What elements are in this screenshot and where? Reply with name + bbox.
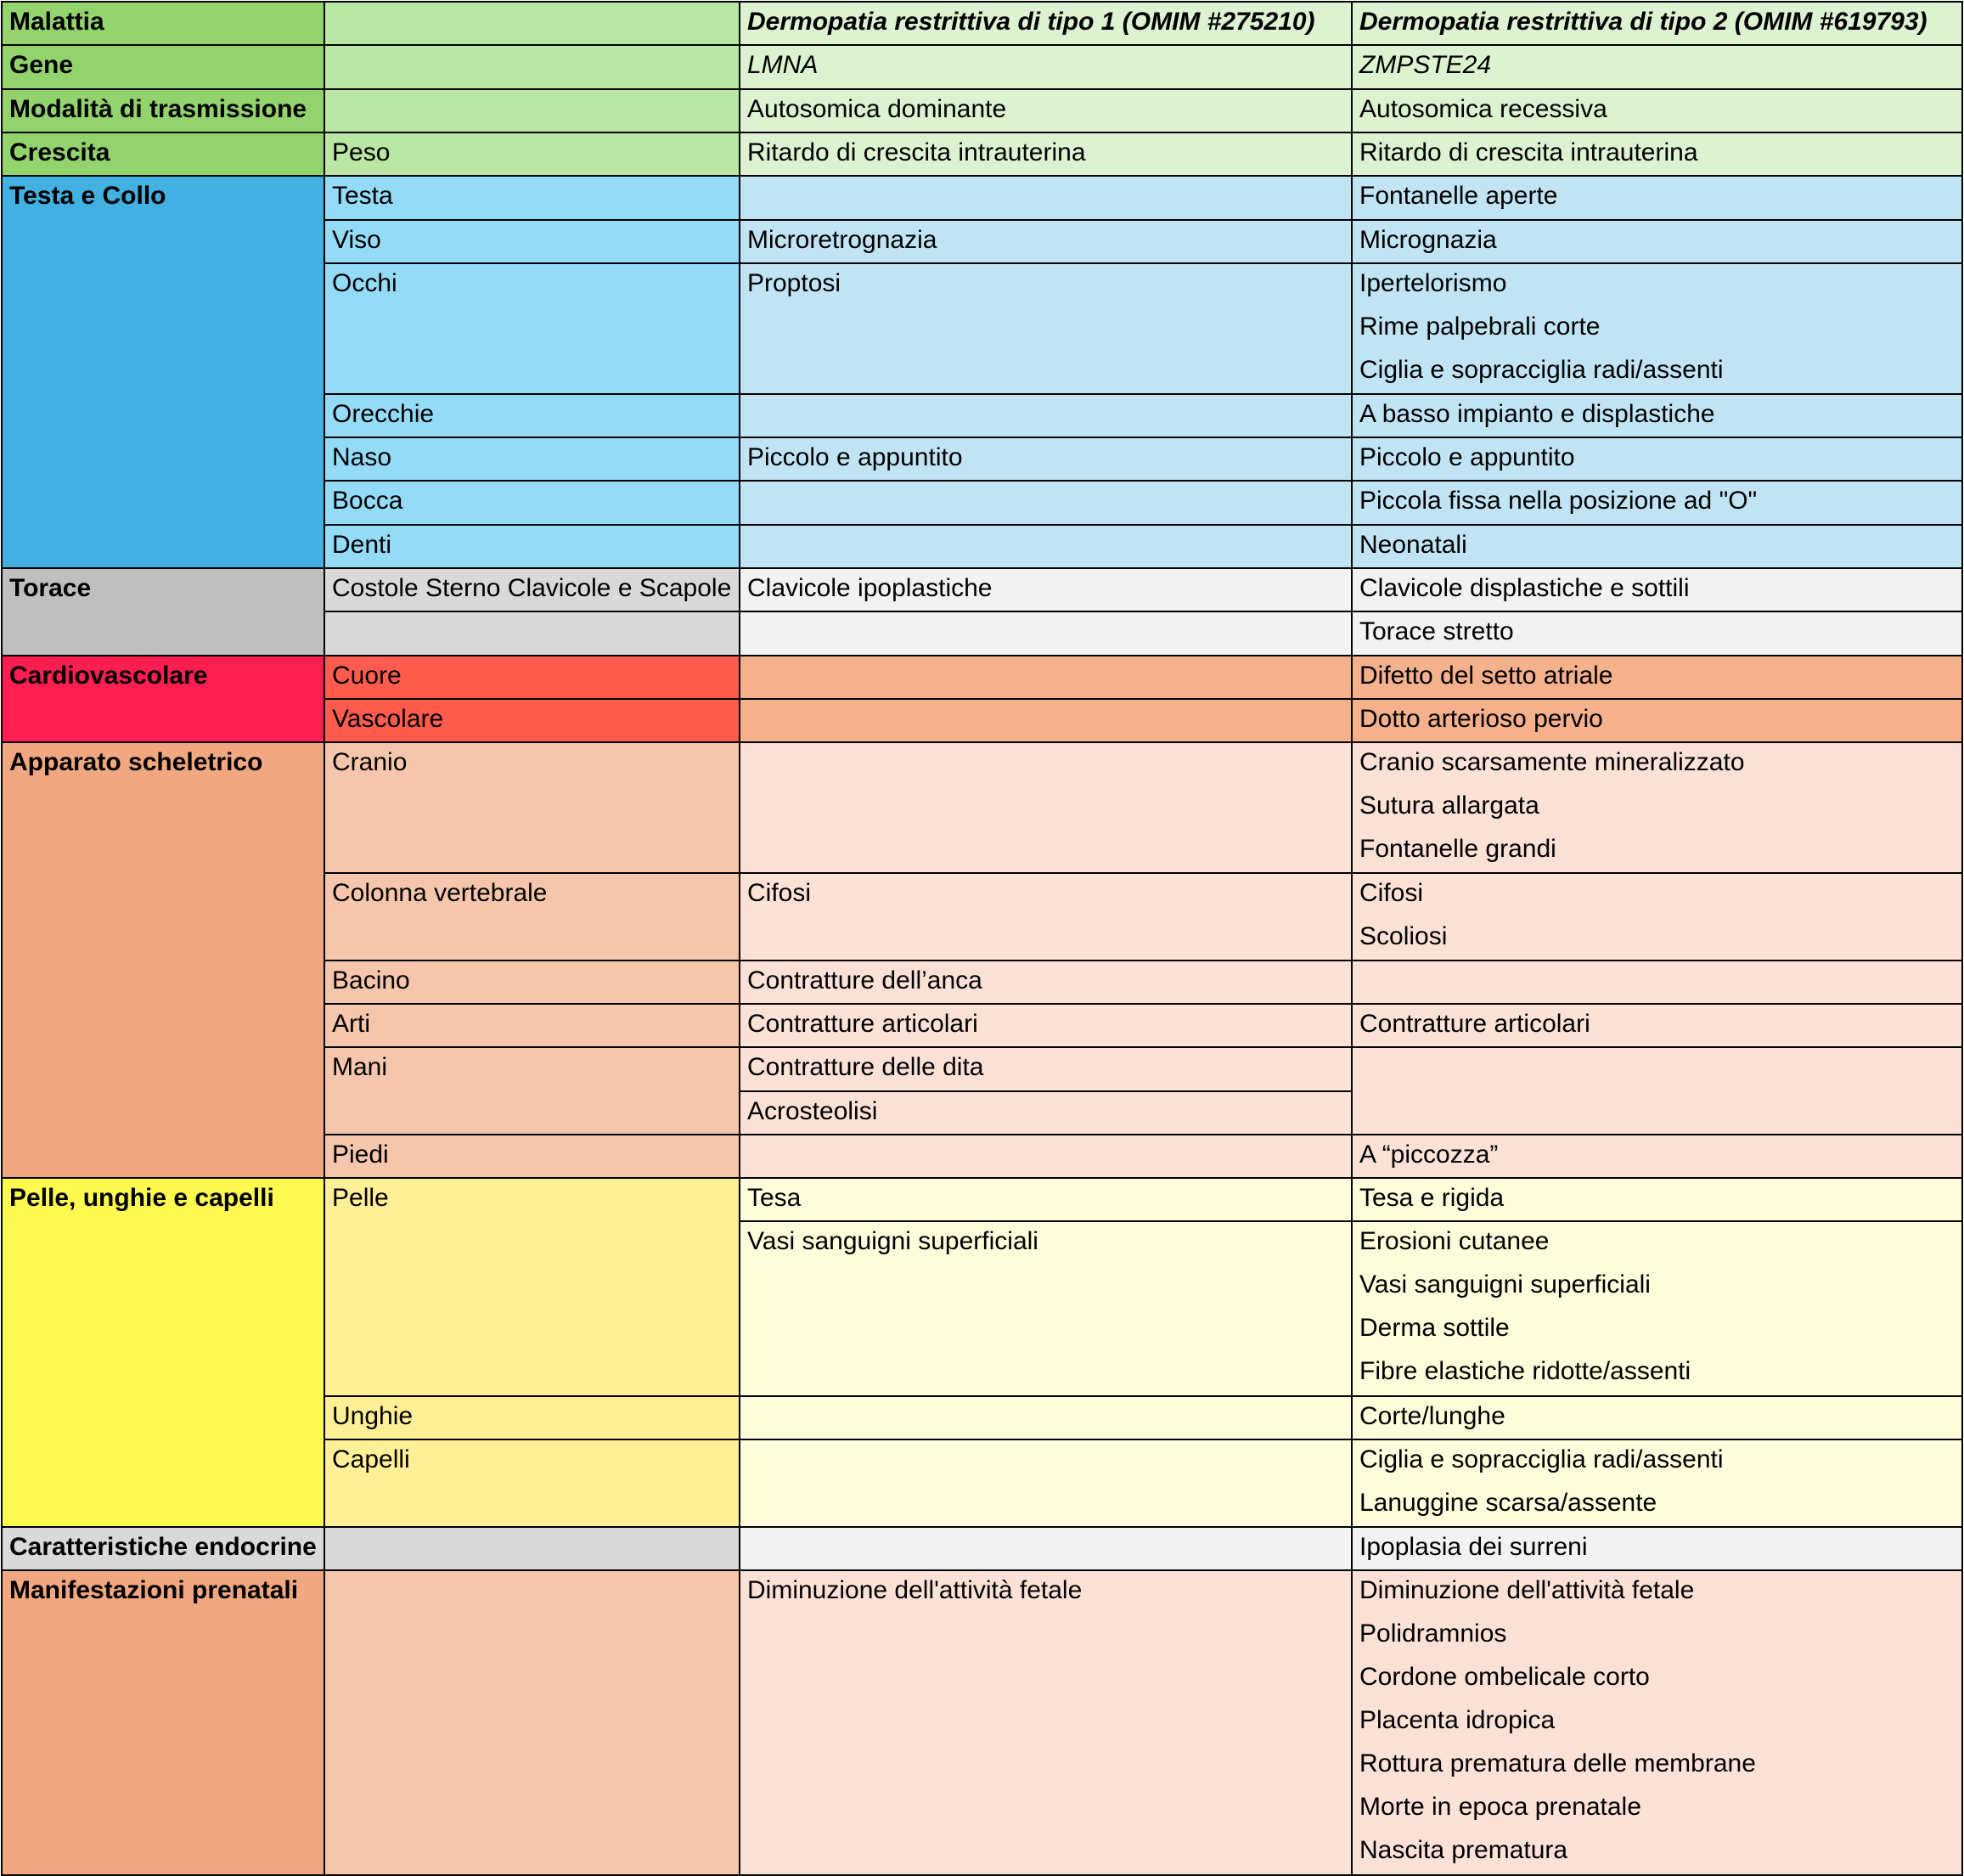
cell-piedi-drd2 <box>1351 1134 1963 1179</box>
cell-text: Mani <box>332 1053 388 1081</box>
cell-text: Bocca <box>332 487 403 515</box>
cell-vascolare-sub <box>324 698 740 743</box>
cell-text: Corte/lunghe <box>1359 1402 1505 1430</box>
cell-text: Neonatali <box>1359 531 1467 559</box>
cell-text: Clavicole displastiche e sottili <box>1359 574 1690 602</box>
cell-prenatali-sub <box>324 1569 740 1876</box>
cell-orecchie-sub <box>324 393 740 438</box>
cell-text: Naso <box>332 443 392 471</box>
cell-malattia-drd1 <box>739 1 1353 46</box>
cell-cranio-drd2 <box>1351 741 1963 874</box>
cell-text: Vasi sanguigni superficiali <box>747 1227 1038 1255</box>
cell-malattia-label <box>1 1 325 46</box>
cell-text: Viso <box>332 226 381 254</box>
cell-text: Morte in epoca prenatale <box>1359 1793 1641 1821</box>
cell-trasmissione-label <box>1 88 325 133</box>
cell-cuore-sub <box>324 655 740 700</box>
cell-text: Proptosi <box>747 269 841 297</box>
cell-costole-sub <box>324 567 740 612</box>
cell-text: Peso <box>332 138 391 166</box>
cell-denti-sub <box>324 524 740 569</box>
cell-mani-drd1-b <box>739 1090 1353 1135</box>
cell-bocca-drd1 <box>739 480 1353 526</box>
cell-prenatali-drd1 <box>739 1569 1353 1876</box>
cell-text: Unghie <box>332 1402 414 1430</box>
cell-colonna-drd1 <box>739 872 1353 961</box>
cell-torace-label <box>1 567 325 656</box>
cell-cuore-drd2 <box>1351 655 1963 700</box>
cell-text: Pelle, unghie e capelli <box>9 1184 274 1212</box>
cell-text: Piccolo e appuntito <box>1359 443 1575 471</box>
cell-crescita-peso <box>324 132 740 177</box>
cell-colonna-drd2 <box>1351 872 1963 961</box>
cell-gene-label <box>1 44 325 90</box>
cell-text: Erosioni cutanee <box>1359 1227 1550 1255</box>
cell-text: Ritardo di crescita intrauterina <box>1359 138 1698 166</box>
cell-testa-drd2 <box>1351 175 1963 221</box>
cell-scheletrico-label <box>1 741 325 1179</box>
cell-text: Vascolare <box>332 705 444 733</box>
cell-vascolare-drd2 <box>1351 698 1963 743</box>
cell-text: Contratture delle dita <box>747 1053 984 1081</box>
cell-unghie-drd2 <box>1351 1395 1963 1440</box>
cell-trasmissione-sub <box>324 88 740 133</box>
cell-torace-drd1-2 <box>739 611 1353 656</box>
cell-cranio-drd1 <box>739 741 1353 874</box>
cell-text: Tesa e rigida <box>1359 1184 1505 1212</box>
cell-costole-drd1 <box>739 567 1353 612</box>
cell-torace-sub-2 <box>324 611 740 656</box>
cell-endocrine-drd1 <box>739 1526 1353 1571</box>
cell-text: Piedi <box>332 1141 389 1169</box>
cell-text: Rime palpebrali corte <box>1359 313 1601 341</box>
cell-unghie-sub <box>324 1395 740 1440</box>
cell-arti-drd2 <box>1351 1003 1963 1048</box>
cell-text: Ciglia e sopracciglia radi/assenti <box>1359 356 1724 384</box>
cell-text: Ipoplasia dei surreni <box>1359 1533 1588 1561</box>
cell-text: Contratture dell’anca <box>747 966 982 994</box>
cell-mani-drd1-a <box>739 1046 1353 1092</box>
cell-prenatali-drd2 <box>1351 1569 1963 1876</box>
cell-text: Denti <box>332 531 392 559</box>
cell-text: ZMPSTE24 <box>1359 51 1492 79</box>
cell-prenatali-label <box>1 1569 325 1876</box>
cell-text: Difetto del setto atriale <box>1359 662 1613 690</box>
cell-endocrine-drd2 <box>1351 1526 1963 1571</box>
cell-orecchie-drd2 <box>1351 393 1963 438</box>
cell-piedi-drd1 <box>739 1134 1353 1179</box>
cell-text: Manifestazioni prenatali <box>9 1576 299 1604</box>
cell-crescita-label <box>1 132 325 177</box>
cell-bocca-drd2 <box>1351 480 1963 526</box>
cell-orecchie-drd1 <box>739 393 1353 438</box>
cell-text: Apparato scheletrico <box>9 748 263 776</box>
cell-mani-drd2 <box>1351 1046 1963 1135</box>
cell-text: Cranio scarsamente mineralizzato <box>1359 748 1745 776</box>
cell-testa-drd1 <box>739 175 1353 221</box>
cell-vascolare-drd1 <box>739 698 1353 743</box>
cell-text: Sutura allargata <box>1359 792 1539 820</box>
cell-text: Fontanelle grandi <box>1359 835 1556 863</box>
cell-viso-drd2 <box>1351 219 1963 264</box>
cell-text: Crescita <box>9 138 110 166</box>
cell-costole-drd2 <box>1351 567 1963 612</box>
cell-text: Testa <box>332 182 393 210</box>
cell-occhi-drd1 <box>739 262 1353 395</box>
cell-text: Dermopatia restrittiva di tipo 1 (OMIM #275210) <box>747 8 1315 36</box>
cell-text: Cordone ombelicale corto <box>1359 1663 1650 1691</box>
cell-mani-sub <box>324 1046 740 1135</box>
cell-text: Testa e Collo <box>9 182 166 210</box>
cell-cuore-drd1 <box>739 655 1353 700</box>
cell-crescita-drd2 <box>1351 132 1963 177</box>
cell-text: LMNA <box>747 51 819 79</box>
cell-gene-drd2 <box>1351 44 1963 90</box>
cell-text: Modalità di trasmissione <box>9 95 307 123</box>
cell-gene-sub <box>324 44 740 90</box>
cell-text: Torace <box>9 574 92 602</box>
cell-text: Dotto arterioso pervio <box>1359 705 1603 733</box>
cell-naso-sub <box>324 437 740 482</box>
cell-malattia-drd2 <box>1351 1 1963 46</box>
cell-capelli-drd2 <box>1351 1439 1963 1528</box>
cell-text: Contratture articolari <box>1359 1010 1590 1038</box>
cell-text: Lanuggine scarsa/assente <box>1359 1489 1657 1517</box>
cell-text: Occhi <box>332 269 397 297</box>
cell-capelli-drd1 <box>739 1439 1353 1528</box>
cell-text: Orecchie <box>332 400 435 428</box>
cell-text: Gene <box>9 51 74 79</box>
cell-text: Caratteristiche endocrine <box>9 1533 317 1561</box>
cell-viso-sub <box>324 219 740 264</box>
cell-trasmissione-drd1 <box>739 88 1353 133</box>
cell-text: Tesa <box>747 1184 802 1212</box>
cell-text: Arti <box>332 1010 370 1038</box>
cell-text: Pelle <box>332 1184 389 1212</box>
cell-arti-sub <box>324 1003 740 1048</box>
cell-text: Micrognazia <box>1359 226 1497 254</box>
cell-text: Derma sottile <box>1359 1314 1510 1342</box>
cell-viso-drd1 <box>739 219 1353 264</box>
cell-pelle-drd2-b <box>1351 1220 1963 1397</box>
cell-text: Placenta idropica <box>1359 1706 1556 1734</box>
cell-text: A basso impianto e displastiche <box>1359 400 1715 428</box>
cell-text: Fontanelle aperte <box>1359 182 1558 210</box>
cell-gene-drd1 <box>739 44 1353 90</box>
cell-text: Autosomica recessiva <box>1359 95 1607 123</box>
cell-text: Cardiovascolare <box>9 662 208 690</box>
cell-piedi-sub <box>324 1134 740 1179</box>
cell-unghie-drd1 <box>739 1395 1353 1440</box>
cell-text: Scoliosi <box>1359 922 1448 950</box>
cell-colonna-sub <box>324 872 740 961</box>
cell-text: Colonna vertebrale <box>332 879 548 907</box>
cell-text: Bacino <box>332 966 410 994</box>
cell-text: Vasi sanguigni superficiali <box>1359 1270 1651 1299</box>
cell-text: Diminuzione dell'attività fetale <box>1359 1576 1695 1604</box>
cell-text: Nascita prematura <box>1359 1836 1568 1864</box>
cell-crescita-drd1 <box>739 132 1353 177</box>
cell-text: Piccolo e appuntito <box>747 443 963 471</box>
cell-text: Autosomica dominante <box>747 95 1007 123</box>
cell-text: Piccola fissa nella posizione ad "O" <box>1359 487 1758 515</box>
cell-pelle-drd1-b <box>739 1220 1353 1397</box>
cell-text: Torace stretto <box>1359 617 1514 645</box>
cell-trasmissione-drd2 <box>1351 88 1963 133</box>
cell-occhi-drd2 <box>1351 262 1963 395</box>
cell-malattia-sub <box>324 1 740 46</box>
cell-pelle-drd2-a <box>1351 1177 1963 1222</box>
cell-bacino-drd2 <box>1351 960 1963 1005</box>
cell-text: Dermopatia restrittiva di tipo 2 (OMIM #619793) <box>1359 8 1927 36</box>
cell-text: Ipertelorismo <box>1359 269 1507 297</box>
cell-text: Cifosi <box>747 879 812 907</box>
cell-denti-drd2 <box>1351 524 1963 569</box>
cell-arti-drd1 <box>739 1003 1353 1048</box>
cell-text: Costole Sterno Clavicole e Scapole <box>332 574 732 602</box>
cell-pelle-sub <box>324 1177 740 1397</box>
cell-cardio-label <box>1 655 325 743</box>
cell-testa-collo-label <box>1 175 325 569</box>
cell-text: Ritardo di crescita intrauterina <box>747 138 1086 166</box>
cell-text: Contratture articolari <box>747 1010 978 1038</box>
cell-endocrine-sub <box>324 1526 740 1571</box>
cell-text: Malattia <box>9 8 104 36</box>
cell-occhi-sub <box>324 262 740 395</box>
cell-text: Diminuzione dell'attività fetale <box>747 1576 1083 1604</box>
cell-text: Microretrognazia <box>747 226 937 254</box>
cell-text: Capelli <box>332 1445 410 1473</box>
cell-text: Cifosi <box>1359 879 1424 907</box>
cell-bocca-sub <box>324 480 740 526</box>
cell-text: Cranio <box>332 748 408 776</box>
cell-text: Polidramnios <box>1359 1620 1507 1648</box>
cell-endocrine-label <box>1 1526 325 1571</box>
cell-text: A “piccozza” <box>1359 1141 1499 1169</box>
cell-cranio-sub <box>324 741 740 874</box>
cell-text: Acrosteolisi <box>747 1097 878 1125</box>
cell-text: Rottura prematura delle membrane <box>1359 1749 1756 1777</box>
cell-text: Ciglia e sopracciglia radi/assenti <box>1359 1445 1724 1473</box>
cell-text: Fibre elastiche ridotte/assenti <box>1359 1357 1691 1385</box>
cell-text: Clavicole ipoplastiche <box>747 574 993 602</box>
cell-naso-drd2 <box>1351 437 1963 482</box>
cell-bacino-sub <box>324 960 740 1005</box>
cell-bacino-drd1 <box>739 960 1353 1005</box>
cell-torace-drd2-2 <box>1351 611 1963 656</box>
cell-denti-drd1 <box>739 524 1353 569</box>
cell-pelle-drd1-a <box>739 1177 1353 1222</box>
cell-text: Cuore <box>332 662 402 690</box>
cell-capelli-sub <box>324 1439 740 1528</box>
cell-naso-drd1 <box>739 437 1353 482</box>
cell-pelle-label <box>1 1177 325 1528</box>
cell-testa-sub <box>324 175 740 221</box>
